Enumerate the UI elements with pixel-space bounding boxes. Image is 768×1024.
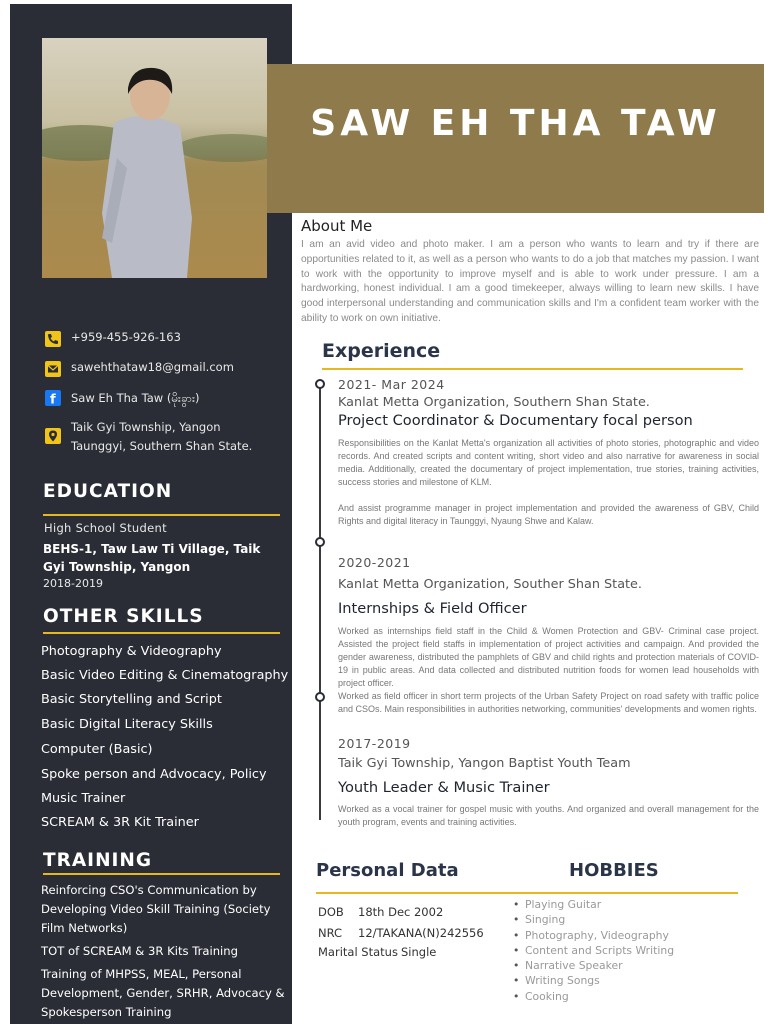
- training-item: Reinforcing CSO's Communication by Developing Video Skill Training (Society Film Networks): [41, 883, 271, 935]
- skill-item: Basic Digital Literacy Skills: [41, 717, 213, 732]
- job-organization: Kanlat Metta Organization, Souther Shan State.: [338, 577, 642, 592]
- skills-divider: [43, 632, 280, 634]
- education-divider: [43, 514, 280, 516]
- timeline-dot: [315, 537, 325, 547]
- hobbies-heading: HOBBIES: [569, 860, 659, 881]
- dob-label: DOB: [318, 905, 344, 919]
- training-item: TOT of SCREAM & 3R Kits Training: [41, 944, 238, 958]
- email-address[interactable]: sawehthataw18@gmail.com: [71, 360, 234, 374]
- phone-icon: [45, 331, 61, 347]
- dob-value: 18th Dec 2002: [358, 905, 444, 919]
- location-icon: [45, 428, 61, 444]
- phone-number[interactable]: +959-455-926-163: [71, 330, 181, 344]
- job-description-extra: Worked as field officer in short term projects of the Urban Safety Project on road safety with traffic police and CSOs. Main responsibilities in authorities networking, communities' developments and women rights.: [338, 691, 759, 714]
- training-heading: TRAINING: [43, 850, 153, 871]
- job-description: Worked as a vocal trainer for gospel music with youths. And organized and overall management for the youth program, events and training activities.: [338, 804, 759, 827]
- skill-item: Computer (Basic): [41, 742, 153, 757]
- education-years: 2018-2019: [43, 577, 103, 590]
- hobby-item: • Photography, Videography: [525, 929, 669, 942]
- marital-value: Single: [401, 945, 437, 959]
- profile-photo: [42, 38, 267, 278]
- job-date: 2017-2019: [338, 736, 411, 751]
- education-school: BEHS-1, Taw Law Ti Village, Taik Gyi Township, Yangon: [43, 542, 261, 574]
- skill-item: Basic Storytelling and Script: [41, 692, 222, 707]
- hobby-item: • Narrative Speaker: [525, 959, 623, 972]
- hobby-item: • Writing Songs: [525, 974, 600, 987]
- nrc-value: 12/TAKANA(N)242556: [358, 926, 484, 940]
- job-organization: Kanlat Metta Organization, Southern Shan State.: [338, 395, 650, 410]
- hobby-item: • Cooking: [525, 990, 569, 1003]
- personal-divider: [316, 892, 738, 894]
- skill-item: Photography & Videography: [41, 644, 222, 659]
- hobby-item: • Singing: [525, 913, 565, 926]
- skill-item: Spoke person and Advocacy, Policy: [41, 767, 267, 782]
- job-organization: Taik Gyi Township, Yangon Baptist Youth Team: [338, 756, 631, 771]
- about-heading: About Me: [301, 217, 373, 235]
- full-name: SAW EH THA TAW: [310, 103, 721, 144]
- personal-heading: Personal Data: [316, 860, 459, 881]
- svg-text:f: f: [50, 392, 56, 406]
- address-line-2: Taunggyi, Southern Shan State.: [71, 439, 253, 453]
- skill-item: Basic Video Editing & Cinematography: [41, 668, 289, 683]
- experience-heading: Experience: [322, 340, 441, 362]
- job-role: Internships & Field Officer: [338, 600, 527, 617]
- job-description-extra: And assist programme manager in project implementation and provided the awareness of GBV, Child Rights and digital literacy in Taunggyi, Nyaung Shwe and Kalaw.: [338, 503, 759, 526]
- job-description: Responsibilities on the Kanlat Metta's organization all activities of photo stories, photographic and video records. And created scripts and content writing, short video and also narrative for awareness in social media. Additionally, created the documentary of project implementation, true stories, training activities, success stories and milestone of KLM.: [338, 438, 759, 487]
- marital-label: Marital Status: [318, 945, 398, 959]
- skill-item: Music Trainer: [41, 791, 126, 806]
- job-role: Project Coordinator & Documentary focal person: [338, 412, 693, 429]
- address-line-1: Taik Gyi Township, Yangon: [71, 420, 221, 434]
- profile-photo-image: [42, 38, 267, 278]
- hobby-item: • Playing Guitar: [525, 898, 601, 911]
- training-divider: [43, 873, 280, 875]
- email-icon: [45, 361, 61, 377]
- timeline-dot: [315, 692, 325, 702]
- nrc-label: NRC: [318, 926, 343, 940]
- facebook-name[interactable]: Saw Eh Tha Taw (မိုးခွား): [71, 391, 200, 405]
- job-date: 2021- Mar 2024: [338, 377, 445, 392]
- timeline-dot: [315, 379, 325, 389]
- experience-divider: [322, 368, 743, 370]
- job-date: 2020-2021: [338, 555, 411, 570]
- skills-heading: OTHER SKILLS: [43, 606, 204, 627]
- timeline-line: [319, 384, 321, 820]
- education-heading: EDUCATION: [43, 481, 173, 502]
- training-item: Training of MHPSS, MEAL, Personal Development, Gender, SRHR, Advocacy & Spokesperson Training: [41, 967, 285, 1019]
- skill-item: SCREAM & 3R Kit Trainer: [41, 815, 199, 830]
- education-level: High School Student: [44, 521, 167, 535]
- facebook-icon: [45, 390, 61, 406]
- job-description: Worked as internships field staff in the Child & Women Protection and GBV- Criminal case project. Assisted the project field staffs in implementation of project activities and campaign. And provided the gender awareness, distributed the pamphlets of GBV and child rights and protection materials of COVID-19 in public areas. And data collected and distributed nutrition foods for women lead households with project officer.: [338, 626, 759, 688]
- job-role: Youth Leader & Music Trainer: [338, 779, 550, 796]
- about-text: I am an avid video and photo maker. I am a person who wants to learn and try if there are opportunities related to it, as well as a person who wants to do a job that matches my passion. I want to work with the opportunity to improve myself and is able to work under pressure. I am a hardworking, honest individual. I am a good timekeeper, always willing to learn new skills. I have good interpersonal understanding and communication skills and I'm a confident team worker with the ability to work on own initiative.: [301, 239, 759, 324]
- hobby-item: • Content and Scripts Writing: [525, 944, 674, 957]
